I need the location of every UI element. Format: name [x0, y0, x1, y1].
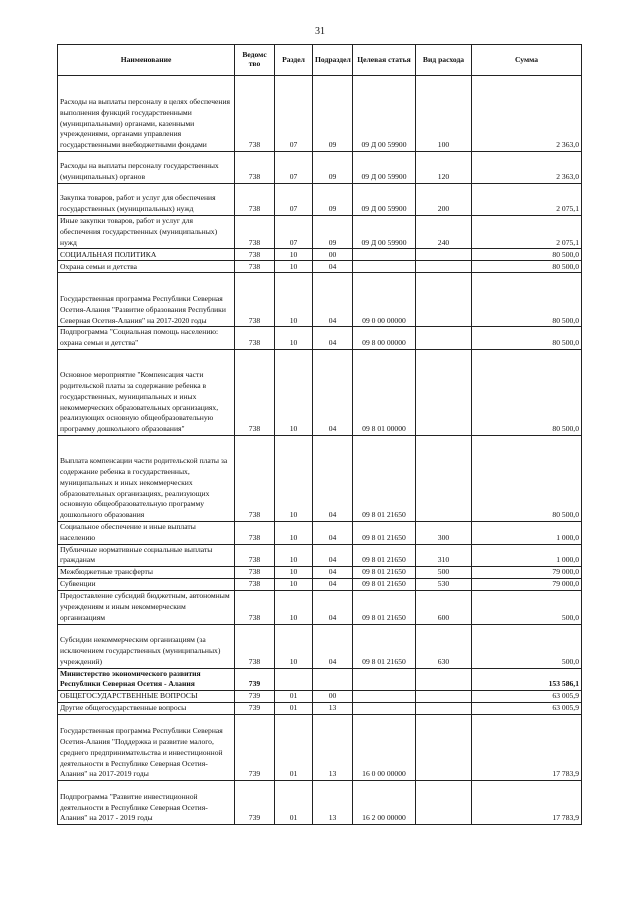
header-name: Наименование — [58, 45, 235, 76]
row-name-cell: Выплата компенсации части родительской платы за содержание ребенка в государственных, муниципальных и иных некоммерческих образовательных организациях, реализующих основную общеобразовательную программу дошкольного образования — [58, 435, 235, 521]
table-row — [58, 715, 582, 781]
row-vid-cell — [416, 435, 472, 521]
row-celevaya-cell: 09 8 00 00000 — [353, 327, 416, 350]
row-celevaya-cell: 09 8 01 21650 — [353, 624, 416, 668]
row-vid-cell — [416, 349, 472, 435]
row-summa-cell: 2 075,1 — [472, 216, 582, 249]
row-name-cell: Субвенции — [58, 579, 235, 591]
row-summa-cell: 2 363,0 — [472, 152, 582, 184]
row-podrazdel-cell: 04 — [313, 261, 353, 273]
row-name-cell: Предоставление субсидий бюджетным, автономным учреждениям и иным некоммерческим организациям — [58, 591, 235, 624]
row-summa-cell: 1 000,0 — [472, 544, 582, 567]
row-vedomstvo-cell: 738 — [235, 249, 275, 261]
row-vedomstvo-cell: 738 — [235, 591, 275, 624]
row-vedomstvo-cell: 738 — [235, 327, 275, 350]
row-summa-cell: 500,0 — [472, 624, 582, 668]
row-podrazdel-cell: 04 — [313, 591, 353, 624]
row-summa-cell: 80 500,0 — [472, 349, 582, 435]
header-summa: Сумма — [472, 45, 582, 76]
row-celevaya-cell — [353, 703, 416, 715]
row-razdel-cell: 01 — [275, 703, 313, 715]
row-name-cell: Подпрограмма "Социальная помощь населению: охрана семьи и детства" — [58, 327, 235, 350]
row-celevaya-cell: 09 8 01 00000 — [353, 349, 416, 435]
table-row — [58, 184, 582, 216]
row-vedomstvo-cell: 738 — [235, 152, 275, 184]
row-celevaya-cell — [353, 249, 416, 261]
row-razdel-cell: 07 — [275, 184, 313, 216]
row-vedomstvo-cell: 739 — [235, 668, 275, 691]
row-razdel-cell: 10 — [275, 327, 313, 350]
row-vedomstvo-cell: 739 — [235, 691, 275, 703]
row-name-cell: Иные закупки товаров, работ и услуг для обеспечения государственных (муниципальных) нужд — [58, 216, 235, 249]
row-vedomstvo-cell: 739 — [235, 715, 275, 781]
table-row — [58, 567, 582, 579]
row-celevaya-cell: 09 8 01 21650 — [353, 579, 416, 591]
row-vid-cell: 120 — [416, 152, 472, 184]
row-vid-cell — [416, 781, 472, 825]
row-vid-cell — [416, 668, 472, 691]
row-vedomstvo-cell: 738 — [235, 273, 275, 327]
header-vid: Вид расхода — [416, 45, 472, 76]
row-celevaya-cell: 09 8 01 21650 — [353, 567, 416, 579]
table-row — [58, 327, 582, 350]
row-vid-cell — [416, 261, 472, 273]
row-vedomstvo-cell: 738 — [235, 521, 275, 544]
row-razdel-cell — [275, 668, 313, 691]
table-row — [58, 668, 582, 691]
row-vid-cell — [416, 691, 472, 703]
table-row — [58, 591, 582, 624]
row-name-cell: Расходы на выплаты персоналу в целях обеспечения выполнения функций государственными (муниципальными) органами, казенными учреждениями, органами управления государственными внебюджетными фондами — [58, 76, 235, 152]
row-summa-cell: 79 000,0 — [472, 567, 582, 579]
budget-table — [57, 44, 582, 825]
row-vedomstvo-cell: 738 — [235, 579, 275, 591]
row-podrazdel-cell: 13 — [313, 703, 353, 715]
row-razdel-cell: 01 — [275, 781, 313, 825]
row-summa-cell: 80 500,0 — [472, 249, 582, 261]
row-name-cell: Расходы на выплаты персоналу государственных (муниципальных) органов — [58, 152, 235, 184]
row-razdel-cell: 10 — [275, 273, 313, 327]
row-vedomstvo-cell: 739 — [235, 781, 275, 825]
row-celevaya-cell: 09 8 01 21650 — [353, 435, 416, 521]
row-vedomstvo-cell: 738 — [235, 544, 275, 567]
row-vid-cell: 630 — [416, 624, 472, 668]
row-celevaya-cell: 09 8 01 21650 — [353, 591, 416, 624]
row-name-cell: Межбюджетные трансферты — [58, 567, 235, 579]
row-summa-cell: 80 500,0 — [472, 261, 582, 273]
row-razdel-cell: 07 — [275, 76, 313, 152]
row-name-cell: ОБЩЕГОСУДАРСТВЕННЫЕ ВОПРОСЫ — [58, 691, 235, 703]
row-name-cell: Государственная программа Республики Северная Осетия-Алания "Поддержка и развитие малого, среднего предпринимательства и инвестиционной деятельности в Республике Северная Осетия-Алания" на 2017-2019 годы — [58, 715, 235, 781]
table-row — [58, 216, 582, 249]
row-celevaya-cell — [353, 668, 416, 691]
row-summa-cell: 17 783,9 — [472, 715, 582, 781]
row-name-cell: Охрана семьи и детства — [58, 261, 235, 273]
row-vedomstvo-cell: 738 — [235, 349, 275, 435]
table-row — [58, 703, 582, 715]
row-podrazdel-cell: 09 — [313, 184, 353, 216]
row-celevaya-cell — [353, 261, 416, 273]
row-razdel-cell: 10 — [275, 544, 313, 567]
row-razdel-cell: 10 — [275, 349, 313, 435]
row-celevaya-cell: 09 Д 00 59900 — [353, 184, 416, 216]
row-vid-cell — [416, 715, 472, 781]
row-summa-cell: 500,0 — [472, 591, 582, 624]
page-number: 31 — [315, 26, 325, 37]
header-vedomstvo: Ведомс тво — [235, 45, 275, 76]
row-summa-cell: 63 005,9 — [472, 703, 582, 715]
row-podrazdel-cell — [313, 668, 353, 691]
row-celevaya-cell: 09 0 00 00000 — [353, 273, 416, 327]
table-row — [58, 273, 582, 327]
row-celevaya-cell: 16 0 00 00000 — [353, 715, 416, 781]
row-vedomstvo-cell: 738 — [235, 435, 275, 521]
row-podrazdel-cell: 00 — [313, 249, 353, 261]
row-vid-cell — [416, 249, 472, 261]
row-razdel-cell: 10 — [275, 261, 313, 273]
row-vid-cell: 100 — [416, 76, 472, 152]
row-name-cell: Министерство экономического развития Республики Северная Осетия - Алания — [58, 668, 235, 691]
row-name-cell: Подпрограмма "Развитие инвестиционной деятельности в Республике Северная Осетия-Алания" на 2017 - 2019 годы — [58, 781, 235, 825]
row-summa-cell: 17 783,9 — [472, 781, 582, 825]
row-vedomstvo-cell: 738 — [235, 216, 275, 249]
row-vid-cell — [416, 273, 472, 327]
row-vid-cell: 600 — [416, 591, 472, 624]
row-summa-cell: 80 500,0 — [472, 327, 582, 350]
row-name-cell: Закупка товаров, работ и услуг для обеспечения государственных (муниципальных) нужд — [58, 184, 235, 216]
row-celevaya-cell: 09 8 01 21650 — [353, 544, 416, 567]
row-podrazdel-cell: 09 — [313, 152, 353, 184]
row-name-cell: Социальное обеспечение и иные выплаты населению — [58, 521, 235, 544]
table-row — [58, 579, 582, 591]
table-row — [58, 781, 582, 825]
row-podrazdel-cell: 13 — [313, 781, 353, 825]
row-summa-cell: 2 075,1 — [472, 184, 582, 216]
row-name-cell: Государственная программа Республики Северная Осетия-Алания "Развитие образования Республики Северная Осетия-Алания" на 2017-2020 годы — [58, 273, 235, 327]
row-razdel-cell: 10 — [275, 624, 313, 668]
row-name-cell: Субсидии некоммерческим организациям (за исключением государственных (муниципальных) учреждений) — [58, 624, 235, 668]
row-summa-cell: 1 000,0 — [472, 521, 582, 544]
row-podrazdel-cell: 00 — [313, 691, 353, 703]
table-row — [58, 691, 582, 703]
table-row — [58, 261, 582, 273]
row-podrazdel-cell: 04 — [313, 567, 353, 579]
row-razdel-cell: 10 — [275, 567, 313, 579]
row-vedomstvo-cell: 738 — [235, 624, 275, 668]
row-celevaya-cell: 09 Д 00 59900 — [353, 216, 416, 249]
row-razdel-cell: 01 — [275, 691, 313, 703]
table-row — [58, 349, 582, 435]
row-razdel-cell: 07 — [275, 216, 313, 249]
table-row — [58, 152, 582, 184]
row-celevaya-cell: 09 8 01 21650 — [353, 521, 416, 544]
row-name-cell: Основное мероприятие "Компенсация части родительской платы за содержание ребенка в государственных, муниципальных и иных некоммерческих образовательных организациях, реализующих основную общеобразовательную программу дошкольного образования" — [58, 349, 235, 435]
row-celevaya-cell: 09 Д 00 59900 — [353, 76, 416, 152]
row-razdel-cell: 10 — [275, 435, 313, 521]
row-podrazdel-cell: 04 — [313, 544, 353, 567]
row-vid-cell: 310 — [416, 544, 472, 567]
row-razdel-cell: 10 — [275, 249, 313, 261]
row-vid-cell: 300 — [416, 521, 472, 544]
row-summa-cell: 2 363,0 — [472, 76, 582, 152]
row-summa-cell: 63 005,9 — [472, 691, 582, 703]
header-row — [58, 45, 582, 76]
row-podrazdel-cell: 04 — [313, 521, 353, 544]
row-razdel-cell: 07 — [275, 152, 313, 184]
table-row — [58, 76, 582, 152]
row-vedomstvo-cell: 738 — [235, 76, 275, 152]
header-razdel: Раздел — [275, 45, 313, 76]
row-podrazdel-cell: 04 — [313, 327, 353, 350]
row-vid-cell: 530 — [416, 579, 472, 591]
row-vid-cell — [416, 327, 472, 350]
table-row — [58, 249, 582, 261]
table-row — [58, 435, 582, 521]
table-row — [58, 624, 582, 668]
row-summa-cell: 79 000,0 — [472, 579, 582, 591]
row-celevaya-cell: 16 2 00 00000 — [353, 781, 416, 825]
row-vedomstvo-cell: 739 — [235, 703, 275, 715]
header-podrazdel: Подраздел — [313, 45, 353, 76]
table-row — [58, 521, 582, 544]
row-podrazdel-cell: 04 — [313, 273, 353, 327]
row-vedomstvo-cell: 738 — [235, 567, 275, 579]
row-name-cell: Другие общегосударственные вопросы — [58, 703, 235, 715]
row-vid-cell: 500 — [416, 567, 472, 579]
row-podrazdel-cell: 04 — [313, 579, 353, 591]
row-vedomstvo-cell: 738 — [235, 184, 275, 216]
row-podrazdel-cell: 13 — [313, 715, 353, 781]
row-podrazdel-cell: 04 — [313, 349, 353, 435]
row-celevaya-cell: 09 Д 00 59900 — [353, 152, 416, 184]
header-celevaya: Целевая статья — [353, 45, 416, 76]
row-vedomstvo-cell: 738 — [235, 261, 275, 273]
row-vid-cell: 240 — [416, 216, 472, 249]
row-name-cell: Публичные нормативные социальные выплаты гражданам — [58, 544, 235, 567]
row-vid-cell: 200 — [416, 184, 472, 216]
row-summa-cell: 153 586,1 — [472, 668, 582, 691]
row-podrazdel-cell: 09 — [313, 76, 353, 152]
row-summa-cell: 80 500,0 — [472, 273, 582, 327]
row-razdel-cell: 10 — [275, 579, 313, 591]
row-razdel-cell: 10 — [275, 591, 313, 624]
row-name-cell: СОЦИАЛЬНАЯ ПОЛИТИКА — [58, 249, 235, 261]
row-razdel-cell: 10 — [275, 521, 313, 544]
row-vid-cell — [416, 703, 472, 715]
row-podrazdel-cell: 09 — [313, 216, 353, 249]
row-celevaya-cell — [353, 691, 416, 703]
table-row — [58, 544, 582, 567]
row-summa-cell: 80 500,0 — [472, 435, 582, 521]
row-podrazdel-cell: 04 — [313, 435, 353, 521]
row-podrazdel-cell: 04 — [313, 624, 353, 668]
row-razdel-cell: 01 — [275, 715, 313, 781]
